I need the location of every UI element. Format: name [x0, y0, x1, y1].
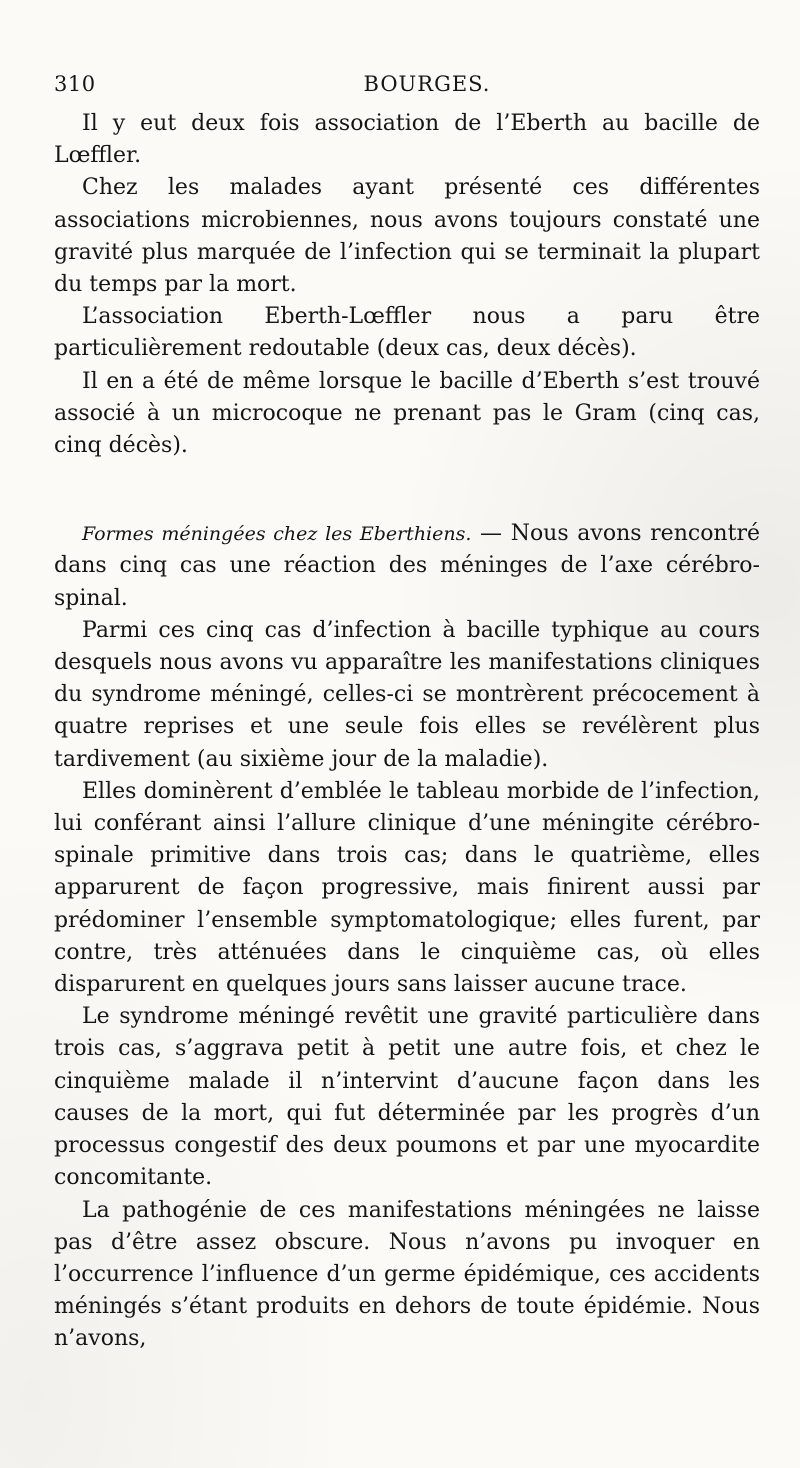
section-intro-text: Nous avons rencontré dans cinq cas une réaction des méninges de l’axe cérébro-spinal.: [54, 521, 760, 611]
section-intro-paragraph: [54, 518, 760, 615]
paragraph-pathogenesis: La pathogénie de ces manifestations méningées ne laisse pas d’être assez obscure. Nous n’avons pu invoquer en l’occurrence l’influence d’un germe épidémique, ces accidents méningés s’étant produits en dehors de toute épidémie. Nous n’avons,: [54, 1197, 760, 1352]
body-text: [54, 108, 760, 1356]
paragraph-eberth-loeffler-count: Il y eut deux fois association de l’Eberth au bacille de Lœffler.: [54, 111, 760, 169]
paragraph-eberth-loeffler-danger: L’association Eberth-Lœffler nous a paru être particulièrement redoutable (deux cas, deux décès).: [54, 304, 760, 362]
section-dash: —: [471, 521, 511, 547]
section-title: Formes méningées chez les Eberthiens.: [82, 523, 472, 546]
paragraph-gravity: Le syndrome méningé revêtit une gravité particulière dans trois cas, s’aggrava petit à petit une autre fois, et chez le cinquième malade il n’intervint d’aucune façon dans les causes de la mort, qui fut déterminée par les progrès d’un processus congestif des deux poumons et par une myocardite concomitante.: [54, 1004, 760, 1191]
paragraph-onset-timing: Parmi ces cinq cas d’infection à bacille typhique au cours desquels nous avons vu apparaître les manifestations cliniques du syndrome méningé, celles-ci se montrèrent précocement à quatre reprises et une seule fois elles se revélèrent plus tardivement (au sixième jour de la maladie).: [54, 617, 760, 772]
paragraph-microcoque-association: Il en a été de même lorsque le bacille d’Eberth s’est trouvé associé à un microcoque ne prenant pas le Gram (cinq cas, cinq décès).: [54, 368, 760, 459]
running-title: BOURGES.: [363, 72, 491, 96]
page-number: 310: [54, 72, 96, 96]
paragraph-associations-gravity: Chez les malades ayant présenté ces différentes associations microbiennes, nous avons toujours constaté une gravité plus marquée de l’infection qui se terminait la plupart du temps par la mort.: [54, 175, 760, 298]
running-head: [54, 72, 760, 108]
paragraph-clinical-picture: Elles dominèrent d’emblée le tableau morbide de l’infection, lui conférant ainsi l’allure clinique d’une méningite cérébro-spinale primitive dans trois cas; dans le quatrième, elles apparurent de façon progressive, mais finirent aussi par prédominer l’ensemble symptomatologique; elles furent, par contre, très atténuées dans le cinquième cas, où elles disparurent en quelques jours sans laisser aucune trace.: [54, 778, 760, 998]
